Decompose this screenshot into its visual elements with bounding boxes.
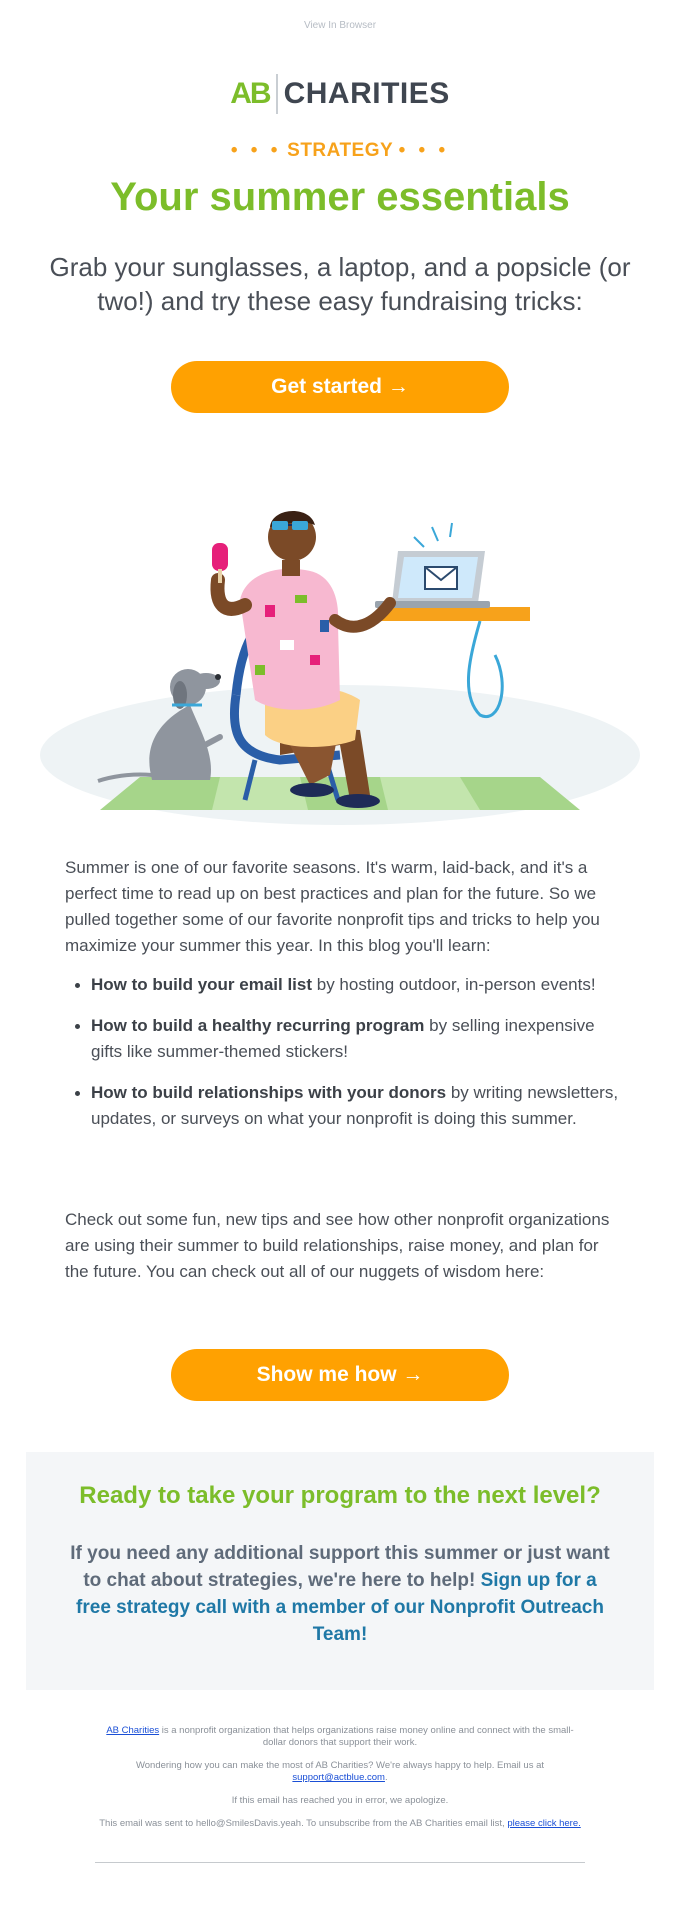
- footer-error: If this email has reached you in error, we apologize.: [231, 1795, 449, 1806]
- list-item: [65, 972, 620, 998]
- kicker-dots-right: • • •: [398, 140, 450, 161]
- footer-about: [95, 1725, 585, 1749]
- list-item-text: by selling inexpensive gifts like summer-themed stickers!: [91, 1016, 595, 1061]
- view-in-browser-link[interactable]: View In Browser: [303, 20, 377, 31]
- show-me-how-button[interactable]: Show me how →: [171, 1349, 509, 1401]
- footer-help: [95, 1760, 585, 1784]
- person-with-laptop-and-dog-illustration: [40, 455, 640, 825]
- list-item-bold: How to build a healthy recurring program: [91, 1016, 425, 1035]
- bullet-icon: [75, 1091, 80, 1096]
- footer: [95, 1725, 585, 1841]
- footer-help-end: .: [384, 1772, 388, 1783]
- list-item: [65, 1013, 620, 1065]
- article-intro: Summer is one of our favorite seasons. It's warm, laid-back, and it's a perfect time to read up on best practices and plan for the future. So we pulled together some of our favorite nonprofit tips and tricks to help you maximize your summer this year. In this blog you'll learn:: [65, 858, 600, 955]
- bullet-icon: [75, 1024, 80, 1029]
- strategy-call-callout: [26, 1452, 654, 1690]
- ab-charities-link[interactable]: AB Charities: [106, 1725, 160, 1736]
- logo-divider: [276, 74, 278, 114]
- callout-text: [66, 1540, 614, 1648]
- tips-list: [65, 972, 620, 1147]
- logo-wordmark: CHARITIES: [283, 77, 450, 110]
- kicker-label: STRATEGY: [287, 140, 393, 161]
- footer-about-text: is a nonprofit organization that helps organizations raise money online and connect with the small-dollar donors that support their work.: [159, 1725, 574, 1748]
- logo-ab-mark: AB: [230, 77, 270, 110]
- article-outro: Check out some fun, new tips and see how other nonprofit organizations are using their summer to build relationships, raise money, and plan for the future. You can check out all of our nuggets of wisdom here:: [65, 1210, 610, 1281]
- list-item-text: by writing newsletters, updates, or surveys on what your nonprofit is doing this summer.: [91, 1083, 619, 1128]
- strategy-call-link[interactable]: Sign up for a free strategy call with a member of our Nonprofit Outreach Team!: [76, 1570, 604, 1645]
- list-item-bold: How to build your email list: [91, 975, 313, 994]
- footer-divider: [95, 1862, 585, 1863]
- kicker-dots-left: • • •: [230, 140, 282, 161]
- bullet-icon: [75, 983, 80, 988]
- unsubscribe-link[interactable]: please click here.: [507, 1818, 581, 1829]
- ab-charities-logo: [0, 74, 680, 114]
- footer-help-text: Wondering how you can make the most of AB Charities? We're always happy to help. Email us at: [135, 1760, 545, 1771]
- callout-title: Ready to take your program to the next level?: [79, 1482, 601, 1509]
- section-kicker: [0, 140, 680, 162]
- list-item-bold: How to build relationships with your donors: [91, 1083, 447, 1102]
- list-item: [65, 1080, 620, 1132]
- get-started-button[interactable]: Get started →: [171, 361, 509, 413]
- hero-subhead: Grab your sunglasses, a laptop, and a popsicle (or two!) and try these easy fundraising tricks:: [49, 252, 631, 316]
- footer-sent: [95, 1818, 585, 1830]
- footer-sent-text: This email was sent to hello@SmilesDavis.yeah. To unsubscribe from the AB Charities email list,: [99, 1818, 508, 1829]
- page-title: Your summer essentials: [110, 175, 570, 219]
- callout-body: If you need any additional support this summer or just want to chat about strategies, we're here to help!: [70, 1543, 610, 1591]
- list-item-text: by hosting outdoor, in-person events!: [312, 975, 596, 994]
- support-email-link[interactable]: support@actblue.com: [292, 1772, 385, 1783]
